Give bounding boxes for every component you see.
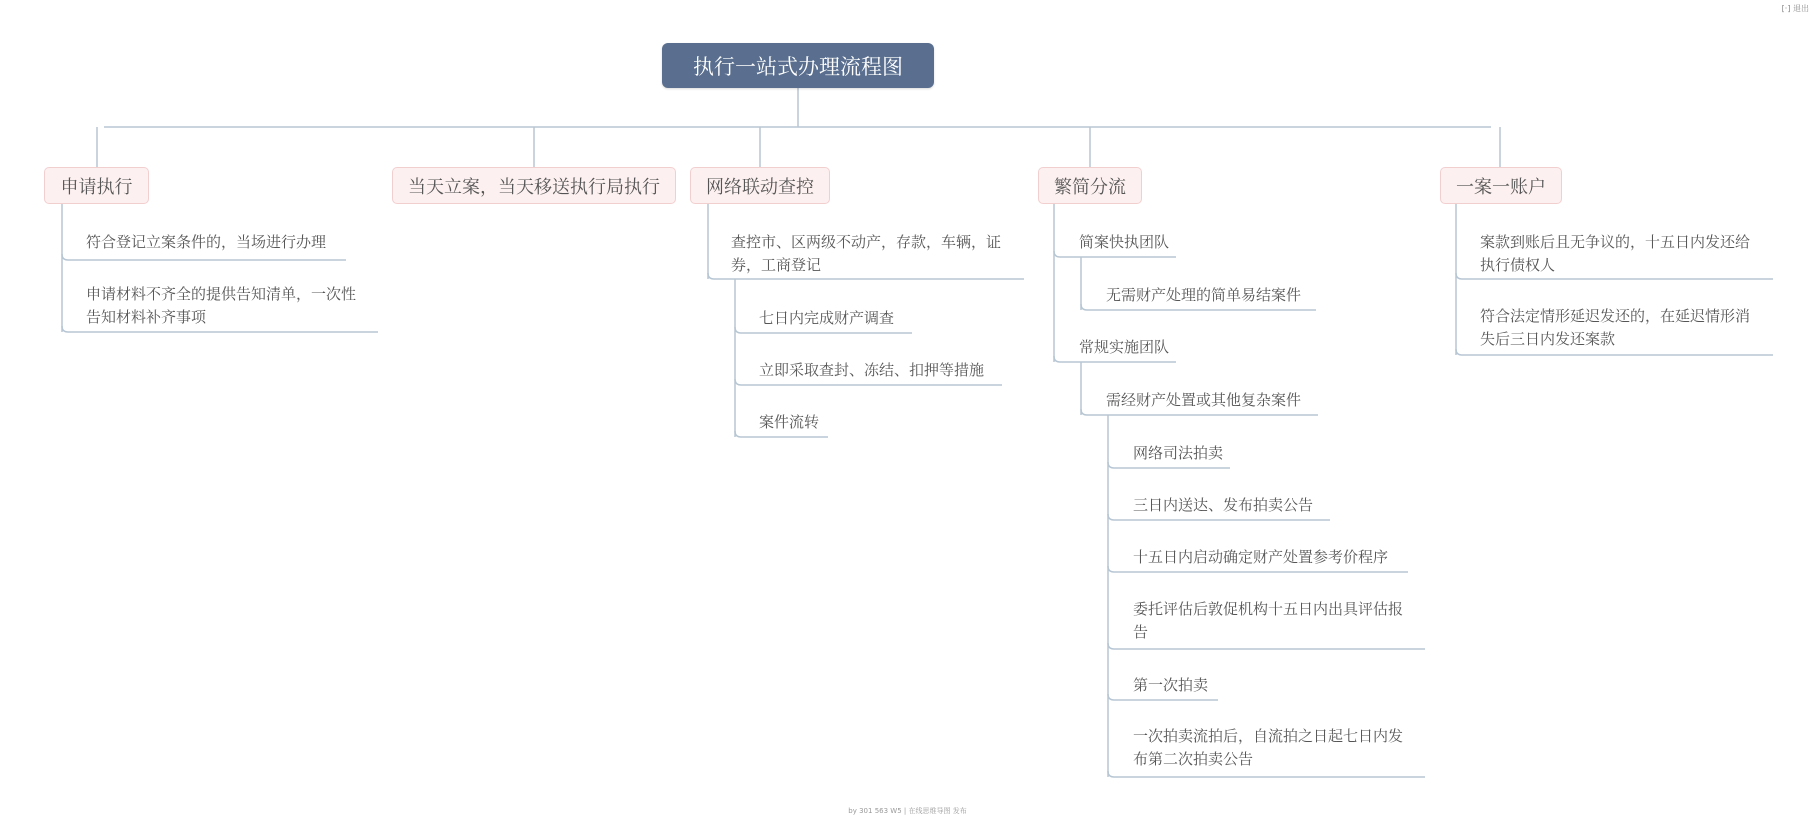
node-missing-materials[interactable]: 申请材料不齐全的提供告知清单，一次性 告知材料补齐事项 — [86, 285, 357, 326]
connector-underline — [62, 254, 346, 260]
connector-underline — [1108, 771, 1425, 777]
node-simple-cases[interactable]: 无需财产处理的简单易结案件 — [1106, 286, 1302, 304]
exit-fullscreen-control[interactable]: [·] 退出 — [1781, 4, 1809, 13]
node-return-funds[interactable]: 案款到账后且无争议的，十五日内发还给 执行债权人 — [1480, 233, 1751, 274]
node-delayed-return[interactable]: 符合法定情形延迟发还的，在延迟情形消 失后三日内发还案款 — [1480, 307, 1751, 348]
node-property-inquiry[interactable]: 查控市、区两级不动产，存款，车辆，证 券，工商登记 — [731, 233, 1002, 274]
node-regular-team[interactable]: 常规实施团队 — [1079, 338, 1170, 356]
branch-apply-execution[interactable]: 申请执行 — [44, 167, 149, 204]
root-node[interactable]: 执行一站式办理流程图 — [662, 43, 934, 88]
node-reference-price[interactable]: 十五日内启动确定财产处置参考价程序 — [1133, 548, 1389, 566]
node-appraisal-report[interactable]: 委托评估后敦促机构十五日内出具评估报 告 — [1133, 600, 1404, 641]
node-case-transfer[interactable]: 案件流转 — [759, 413, 820, 431]
node-seizure-measures[interactable]: 立即采取查封、冻结、扣押等措施 — [759, 361, 985, 379]
branch-same-day-filing[interactable]: 当天立案，当天移送执行局执行 — [392, 167, 676, 204]
node-auction-notice[interactable]: 三日内送达、发布拍卖公告 — [1133, 496, 1314, 514]
branch-case-diversion[interactable]: 繁简分流 — [1038, 167, 1142, 204]
branch-network-inquiry[interactable]: 网络联动查控 — [690, 167, 830, 204]
node-online-auction[interactable]: 网络司法拍卖 — [1133, 444, 1224, 462]
branch-one-case-one-account[interactable]: 一案一账户 — [1440, 167, 1562, 204]
node-simple-case-team[interactable]: 简案快执团队 — [1079, 233, 1170, 251]
node-complex-cases[interactable]: 需经财产处置或其他复杂案件 — [1106, 391, 1302, 409]
node-seven-day-investigation[interactable]: 七日内完成财产调查 — [759, 309, 895, 327]
node-first-auction[interactable]: 第一次拍卖 — [1133, 676, 1209, 694]
node-on-site-filing[interactable]: 符合登记立案条件的，当场进行办理 — [86, 233, 327, 251]
node-second-auction[interactable]: 一次拍卖流拍后，自流拍之日起七日内发 布第二次拍卖公告 — [1133, 727, 1404, 768]
footer-credit: by 301 563 W5 | 在线思维导图 发布 — [848, 807, 967, 815]
